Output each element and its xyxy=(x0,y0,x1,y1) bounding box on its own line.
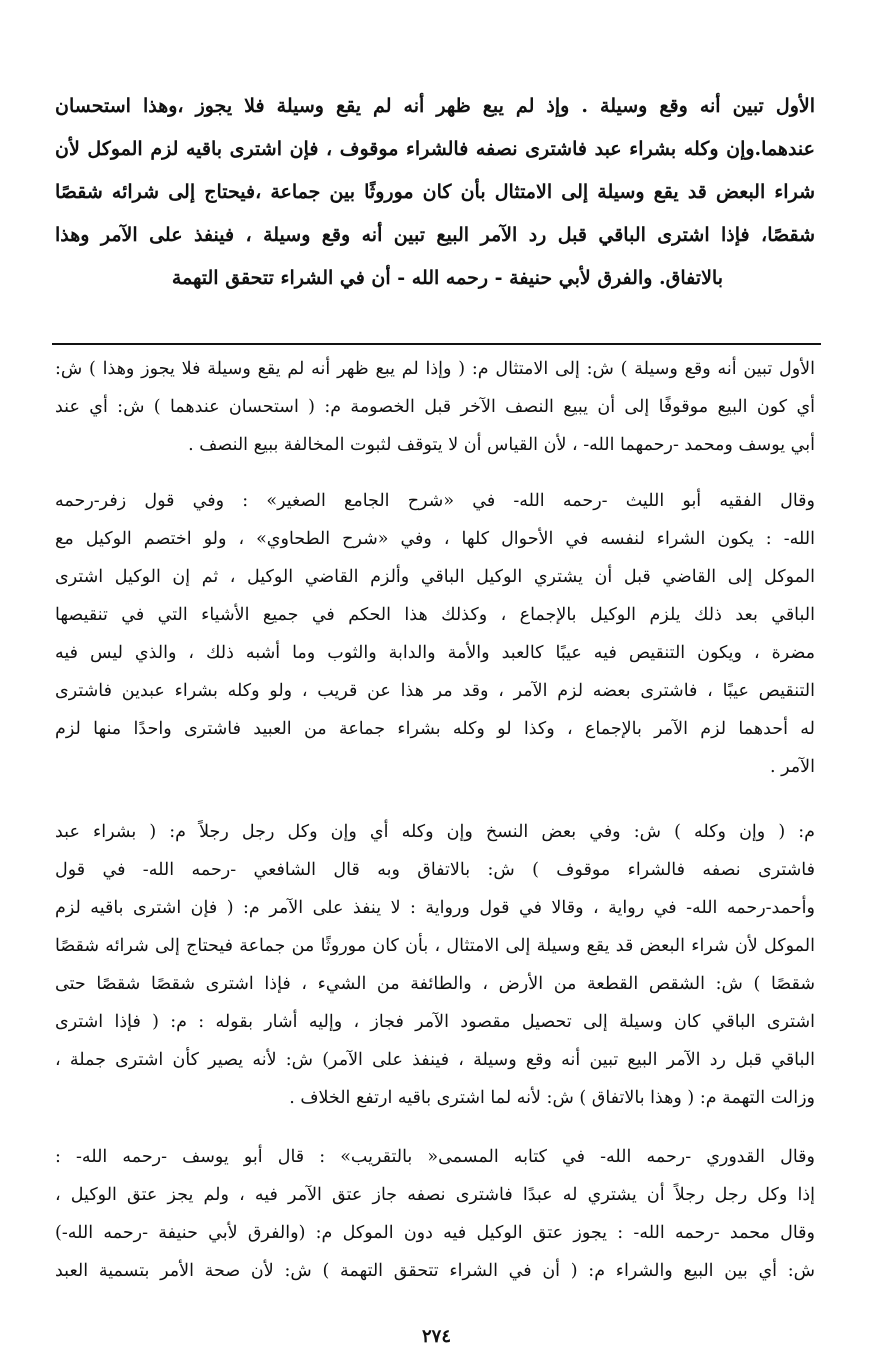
commentary-line: شقصًا ) ش: الشقص القطعة من الأرض ، والطائفة من الشيء ، فإذا اشترى شقصًا شقصًا حتى xyxy=(55,974,815,994)
commentary-line: الموكل إلى القاضي قبل أن يشتري الوكيل الباقي وألزم القاضي الوكيل ، ثم إن الوكيل اشترى xyxy=(55,567,815,587)
commentary-line: أبي يوسف ومحمد -رحمهما الله- ، لأن القياس أن لا يتوقف لثبوت المخالفة ببيع النصف . xyxy=(188,435,815,455)
commentary-line: أي كون البيع موقوفًا إلى أن يبيع النصف الآخر قبل الخصومة م: ( استحسان عندهما ) ش: أي عند xyxy=(55,397,815,417)
commentary-line: وقال محمد -رحمه الله- : يجوز عتق الوكيل فيه دون الموكل م: (والفرق لأبي حنيفة -رحمه الله-) xyxy=(55,1223,815,1243)
commentary-line: وزالت التهمة م: ( وهذا بالاتفاق ) ش: لأنه لما اشترى باقيه ارتفع الخلاف . xyxy=(289,1088,815,1108)
commentary-line: الباقي بعد ذلك يلزم الوكيل بالإجماع ، وكذلك هذا الحكم في جميع الأشياء التي في تنقيصها xyxy=(55,605,815,625)
main-text-line: بالاتفاق. والفرق لأبي حنيفة - رحمه الله - أن في الشراء تتحقق التهمة xyxy=(171,267,723,289)
commentary-line: وأحمد-رحمه الله- في رواية ، وقالا في قول ورواية : لا ينفذ على الآمر م: ( فإن اشترى باقيه لزم xyxy=(55,898,815,918)
commentary-line: وقال القدوري -رحمه الله- في كتابه المسمى« بالتقريب» : قال أبو يوسف -رحمه الله- : xyxy=(55,1147,815,1167)
commentary-line: م: ( وإن وكله ) ش: وفي بعض النسخ وإن وكله أي وإن وكل رجل رجلاً م: ( بشراء عبد xyxy=(55,822,815,842)
commentary-line: الموكل لأن شراء البعض قد يقع وسيلة إلى الامتثال ، بأن كان موروثًا من جماعة فيحتاج إلى شرائه شقصًا xyxy=(55,936,815,956)
main-text-line: الأول تبين أنه وقع وسيلة . وإذ لم يبع ظهر أنه لم يقع وسيلة فلا يجوز ،وهذا استحسان xyxy=(55,95,815,117)
commentary-line: الباقي قبل رد الآمر البيع تبين أنه وقع وسيلة ، فينفذ على الآمر) ش: لأنه يصير كأن اشترى جملة ، xyxy=(55,1050,815,1070)
commentary-line: الأول تبين أنه وقع وسيلة ) ش: إلى الامتثال م: ( وإذا لم يبع ظهر أنه لم يقع وسيلة فلا يجوز وهذا ) ش: xyxy=(55,359,815,379)
main-text-line: شقصًا، فإذا اشترى الباقي قبل رد الآمر البيع تبين أنه وقع وسيلة ، فينفذ على الآمر وهذا xyxy=(55,224,815,246)
commentary-line: الآمر . xyxy=(770,757,815,777)
commentary-line: مضرة ، ويكون التنقيص فيه عيبًا كالعبد والأمة والدابة والثوب وما أشبه ذلك ، والذي ليس فيه xyxy=(55,643,815,663)
main-text-line: شراء البعض قد يقع وسيلة إلى الامتثال بأن كان موروثًا بين جماعة ،فيحتاج إلى شرائه شقصًا xyxy=(55,181,815,203)
commentary-line: له أحدهما لزم الآمر بالإجماع ، وكذا لو وكله بشراء جماعة من العبيد فاشترى واحدًا منها لزم xyxy=(55,719,815,739)
commentary-line: وقال الفقيه أبو الليث -رحمه الله- في «شرح الجامع الصغير» : وفي قول زفر-رحمه xyxy=(55,491,815,511)
main-text-line: عندهما.وإن وكله بشراء عبد فاشترى نصفه فالشراء موقوف ، فإن اشترى باقيه لزم الموكل لأن xyxy=(55,138,815,160)
commentary-line: الله- : يكون الشراء لنفسه في الأحوال كلها ، وفي «شرح الطحاوي» ، ولو اختصم الوكيل مع xyxy=(55,529,815,549)
commentary-line: إذا وكل رجل رجلاً أن يشتري له عبدًا فاشترى نصفه جاز عتق الآمر فيه ، ولم يجز عتق الوكيل ، xyxy=(55,1185,815,1205)
separator-rule xyxy=(52,343,821,345)
commentary-line: اشترى الباقي كان وسيلة إلى تحصيل مقصود الآمر فجاز ، وإليه أشار بقوله : م: ( فإذا اشترى xyxy=(55,1012,815,1032)
commentary-line: التنقيص عيبًا ، فاشترى بعضه لزم الآمر ، وقد مر هذا عن قريب ، ولو وكله بشراء عبدين فاشترى xyxy=(55,681,815,701)
commentary-line: فاشترى نصفه فالشراء موقوف ) ش: بالاتفاق وبه قال الشافعي -رحمه الله- في قول xyxy=(55,860,815,880)
commentary-line: ش: أي بين البيع والشراء م: ( أن في الشراء تتحقق التهمة ) ش: لأن صحة الأمر بتسمية العبد xyxy=(55,1261,815,1281)
page-number: ٢٧٤ xyxy=(421,1326,451,1347)
